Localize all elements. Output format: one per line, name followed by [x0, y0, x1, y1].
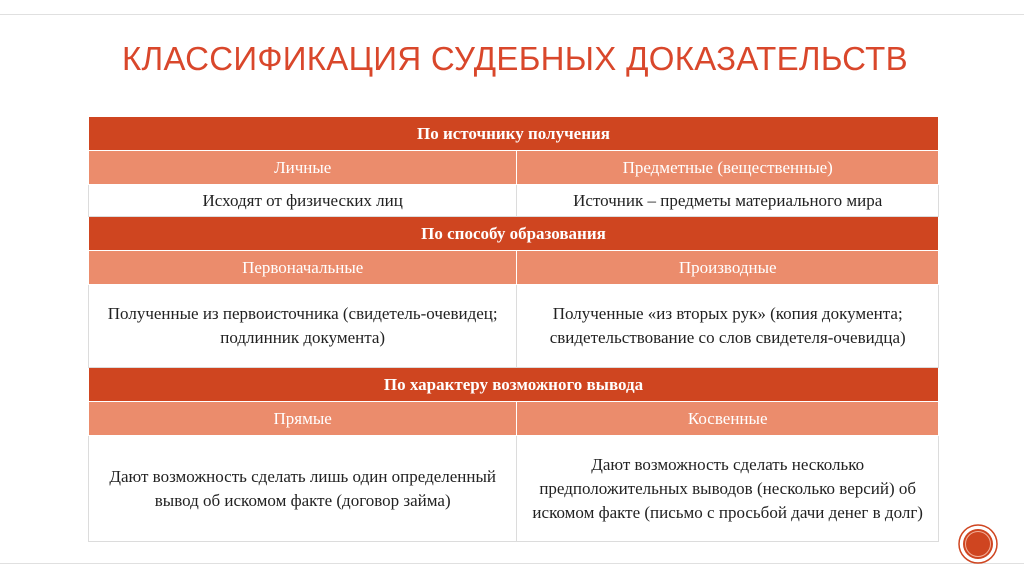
top-divider	[0, 14, 1024, 15]
category-row	[89, 151, 939, 185]
section-header: По источнику получения	[89, 117, 939, 151]
category-right: Предметные (вещественные)	[517, 151, 939, 185]
category-left: Прямые	[89, 402, 517, 436]
slide-nav-circle-icon[interactable]	[958, 524, 998, 564]
category-right: Косвенные	[517, 402, 939, 436]
description-right: Полученные «из вторых рук» (копия документа; свидетельствование со слов свидетеля-очевидца)	[517, 285, 939, 368]
section-header: По характеру возможного вывода	[89, 368, 939, 402]
description-right: Дают возможность сделать несколько предположительных выводов (несколько версий) об искомом факте (письмо с просьбой дачи денег в долг)	[517, 436, 939, 542]
description-left: Исходят от физических лиц	[89, 185, 517, 217]
description-right: Источник – предметы материального мира	[517, 185, 939, 217]
description-row	[89, 436, 939, 542]
category-row	[89, 402, 939, 436]
category-right: Производные	[517, 251, 939, 285]
section-header-row	[89, 368, 939, 402]
description-left: Дают возможность сделать лишь один определенный вывод об искомом факте (договор займа)	[89, 436, 517, 542]
section-header-row	[89, 117, 939, 151]
bottom-divider	[0, 563, 1024, 564]
category-row	[89, 251, 939, 285]
description-row	[89, 185, 939, 217]
section-header-row	[89, 217, 939, 251]
description-row	[89, 285, 939, 368]
category-left: Личные	[89, 151, 517, 185]
section-header: По способу образования	[89, 217, 939, 251]
page-title: КЛАССИФИКАЦИЯ СУДЕБНЫХ ДОКАЗАТЕЛЬСТВ	[122, 40, 908, 77]
description-left: Полученные из первоисточника (свидетель-очевидец; подлинник документа)	[89, 285, 517, 368]
classification-table	[88, 116, 939, 542]
category-left: Первоначальные	[89, 251, 517, 285]
